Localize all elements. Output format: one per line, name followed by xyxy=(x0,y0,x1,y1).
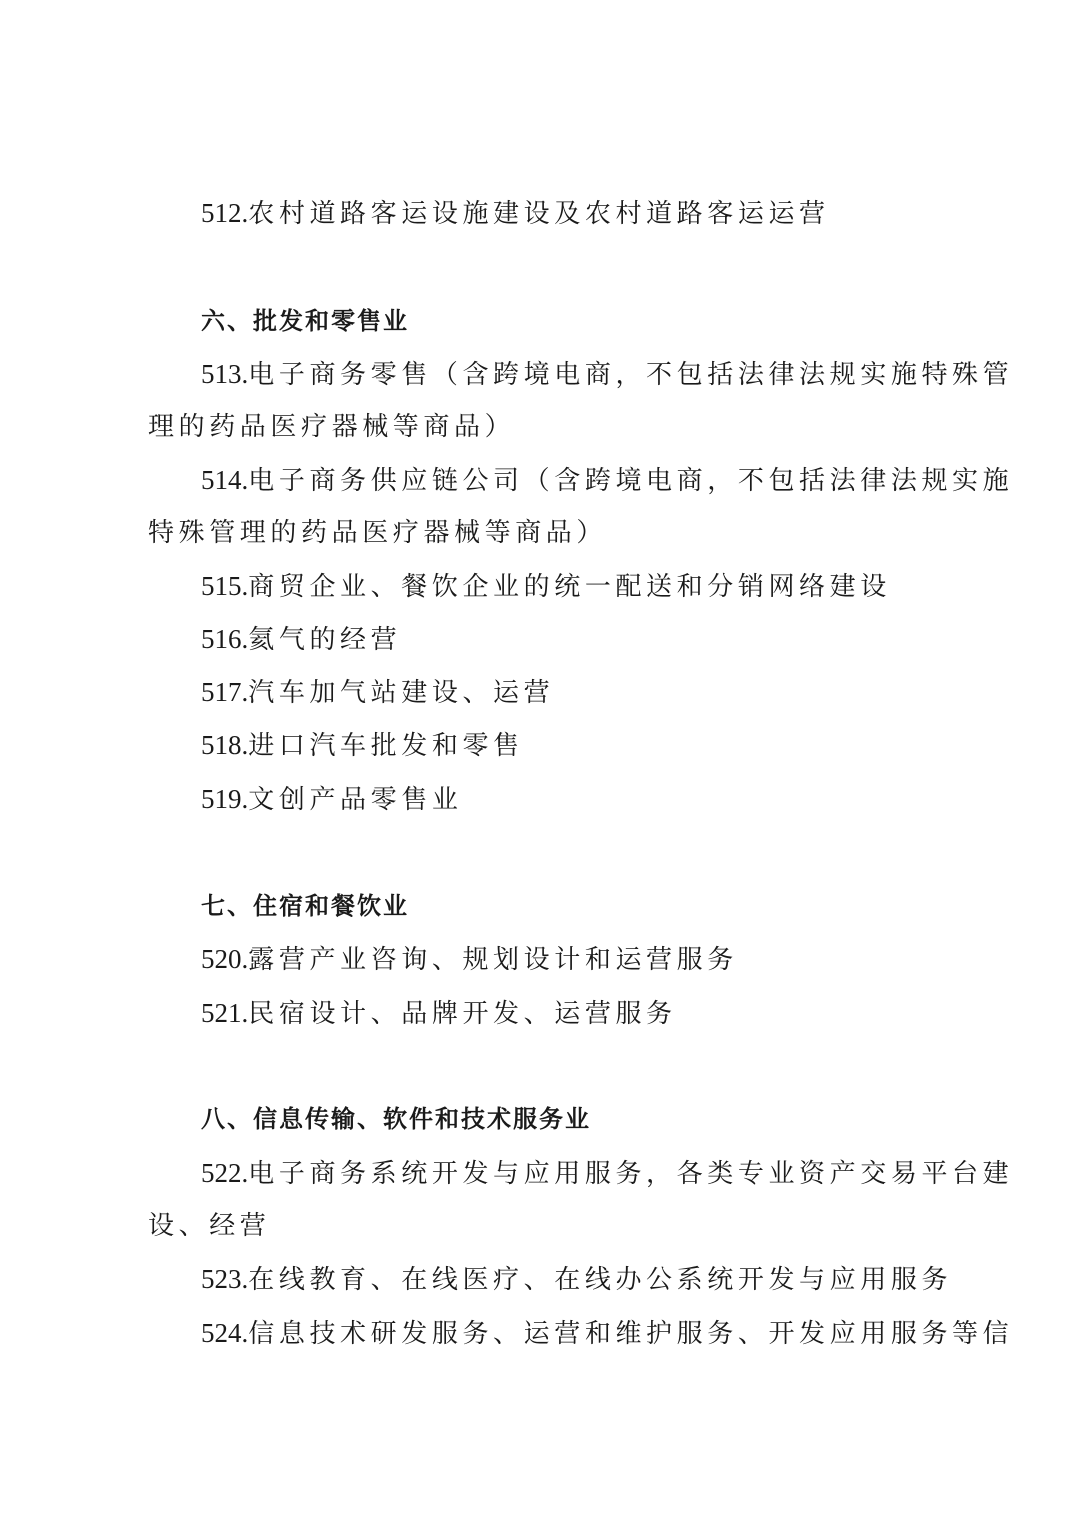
item-number: 522. xyxy=(201,1158,249,1188)
list-item-continuation: 设、经营 xyxy=(148,1211,271,1241)
section-heading: 六、批发和零售业 xyxy=(201,307,409,335)
list-item xyxy=(201,728,938,763)
item-number: 518. xyxy=(201,730,249,760)
section-heading: 八、信息传输、软件和技术服务业 xyxy=(201,1105,591,1133)
item-text: 农村道路客运设施建设及农村道路客运运营 xyxy=(248,199,830,229)
list-item xyxy=(201,782,938,817)
list-item xyxy=(201,942,938,977)
item-text: 信息技术研发服务、运营和维护服务、开发应用服务等信 xyxy=(248,1319,1014,1349)
list-item xyxy=(201,996,938,1031)
item-text: 氦气的经营 xyxy=(248,625,402,655)
item-text: 汽车加气站建设、运营 xyxy=(248,678,555,708)
item-text: 露营产业咨询、规划设计和运营服务 xyxy=(248,945,738,975)
item-number: 524. xyxy=(201,1318,249,1348)
item-number: 517. xyxy=(201,677,249,707)
item-text: 在线教育、在线医疗、在线办公系统开发与应用服务 xyxy=(248,1265,953,1295)
item-text: 电子商务零售（含跨境电商，不包括法律法规实施特殊管 xyxy=(248,360,1014,390)
item-text: 文创产品零售业 xyxy=(248,785,463,815)
item-number: 514. xyxy=(201,465,249,495)
item-text: 商贸企业、餐饮企业的统一配送和分销网络建设 xyxy=(248,572,891,602)
list-item xyxy=(201,196,938,231)
list-item-continuation: 理的药品医疗器械等商品） xyxy=(148,412,516,442)
item-text: 进口汽车批发和零售 xyxy=(248,731,524,761)
list-item-continuation: 特殊管理的药品医疗器械等商品） xyxy=(148,518,608,548)
item-number: 512. xyxy=(201,198,249,228)
item-number: 520. xyxy=(201,944,249,974)
list-item xyxy=(201,357,1014,392)
list-item xyxy=(201,1316,1014,1351)
list-item xyxy=(201,1156,1014,1191)
list-item xyxy=(201,675,938,710)
item-number: 513. xyxy=(201,359,249,389)
list-item xyxy=(201,622,938,657)
item-number: 516. xyxy=(201,624,249,654)
item-number: 519. xyxy=(201,784,249,814)
list-item xyxy=(201,463,1014,498)
item-number: 515. xyxy=(201,571,249,601)
list-item xyxy=(201,569,938,604)
item-number: 521. xyxy=(201,998,249,1028)
list-item xyxy=(201,1262,953,1297)
item-text: 电子商务系统开发与应用服务，各类专业资产交易平台建 xyxy=(248,1159,1014,1189)
item-text: 民宿设计、品牌开发、运营服务 xyxy=(248,999,677,1029)
section-heading: 七、住宿和餐饮业 xyxy=(201,892,409,920)
item-text: 电子商务供应链公司（含跨境电商，不包括法律法规实施 xyxy=(248,466,1014,496)
item-number: 523. xyxy=(201,1264,249,1294)
